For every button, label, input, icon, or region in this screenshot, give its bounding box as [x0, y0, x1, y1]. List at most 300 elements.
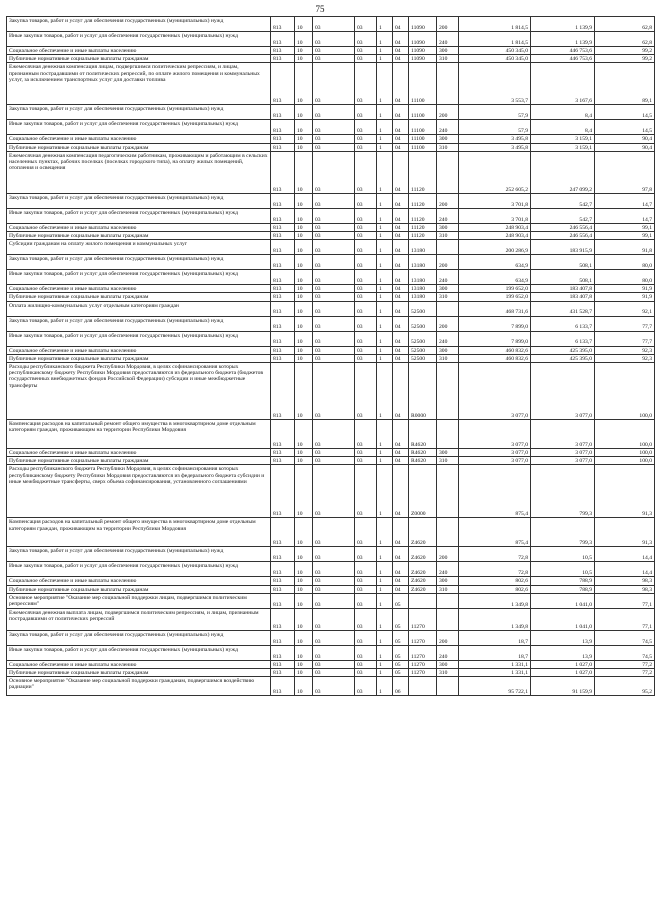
gr-code: 813: [271, 363, 295, 420]
table-row: [7, 223, 655, 231]
execution-percent: 89,1: [595, 63, 655, 105]
execution-percent: 80,0: [595, 255, 655, 270]
event-code: 04: [393, 135, 409, 143]
gr-code: 813: [271, 105, 295, 120]
table-row: [7, 577, 655, 585]
event-code: 04: [393, 151, 409, 193]
expense-type-code: 240: [437, 331, 459, 346]
planned-amount: 3 701,8: [459, 193, 531, 208]
subsection-code: 03: [313, 677, 355, 696]
subprogram-code: 1: [377, 608, 393, 630]
subsection-code: 03: [313, 630, 355, 645]
executed-amount: 13,9: [531, 645, 595, 660]
subprogram-code: 1: [377, 577, 393, 585]
execution-percent: 92,3: [595, 354, 655, 362]
direction-code: Z4620: [409, 562, 437, 577]
row-name: Иные закупки товаров, работ и услуг для обеспечения государственных (муниципальных) нужд: [7, 645, 271, 660]
execution-percent: 91,3: [595, 518, 655, 547]
subsection-code: 03: [313, 232, 355, 240]
table-row: [7, 547, 655, 562]
subprogram-code: 1: [377, 669, 393, 677]
table-row: [7, 301, 655, 316]
program-code: 03: [355, 669, 377, 677]
planned-amount: 1 331,1: [459, 660, 531, 668]
table-row: [7, 285, 655, 293]
direction-code: 52500: [409, 301, 437, 316]
executed-amount: 542,7: [531, 193, 595, 208]
executed-amount: 3 077,0: [531, 363, 595, 420]
planned-amount: 450 345,0: [459, 47, 531, 55]
executed-amount: 91 159,9: [531, 677, 595, 696]
executed-amount: 446 753,6: [531, 55, 595, 63]
table-row: [7, 151, 655, 193]
gr-code: 813: [271, 193, 295, 208]
subprogram-code: 1: [377, 363, 393, 420]
expense-type-code: 200: [437, 105, 459, 120]
subsection-code: 03: [313, 223, 355, 231]
section-code: 10: [295, 465, 313, 518]
event-code: 04: [393, 363, 409, 420]
execution-percent: 14,7: [595, 208, 655, 223]
event-code: 06: [393, 677, 409, 696]
subsection-code: 03: [313, 669, 355, 677]
execution-percent: 74,5: [595, 645, 655, 660]
table-row: [7, 346, 655, 354]
direction-code: 11270: [409, 660, 437, 668]
row-name: Социальное обеспечение и иные выплаты населению: [7, 47, 271, 55]
direction-code: 11270: [409, 608, 437, 630]
subsection-code: 03: [313, 645, 355, 660]
direction-code: 11090: [409, 55, 437, 63]
execution-percent: 90,4: [595, 143, 655, 151]
section-code: 10: [295, 660, 313, 668]
expense-type-code: 310: [437, 232, 459, 240]
subsection-code: 03: [313, 660, 355, 668]
row-name: Публичные нормативные социальные выплаты гражданам: [7, 232, 271, 240]
table-row: [7, 669, 655, 677]
row-name: Ежемесячная денежная компенсация педагогическим работникам, проживающим и работающим в сельских населенных пунктах, рабочих поселках (поселках городского типа), на оплату жилых помещений, отопления и освещения: [7, 151, 271, 193]
row-name: Закупка товаров, работ и услуг для обеспечения государственных (муниципальных) нужд: [7, 17, 271, 32]
expense-type-code: [437, 593, 459, 608]
expense-type-code: 300: [437, 47, 459, 55]
subprogram-code: 1: [377, 151, 393, 193]
event-code: 04: [393, 585, 409, 593]
program-code: 03: [355, 630, 377, 645]
direction-code: R4620: [409, 449, 437, 457]
event-code: 04: [393, 120, 409, 135]
direction-code: 11120: [409, 232, 437, 240]
executed-amount: 6 133,7: [531, 316, 595, 331]
program-code: 03: [355, 193, 377, 208]
row-name: Компенсация расходов на капитальный ремонт общего имущества в многоквартирном доме отдельным категориям граждан, проживающим на территории Республики Мордовия: [7, 420, 271, 449]
section-code: 10: [295, 293, 313, 301]
direction-code: 11100: [409, 63, 437, 105]
execution-percent: 100,0: [595, 449, 655, 457]
program-code: 03: [355, 363, 377, 420]
section-code: 10: [295, 669, 313, 677]
planned-amount: 95 722,1: [459, 677, 531, 696]
event-code: 04: [393, 17, 409, 32]
direction-code: 52500: [409, 316, 437, 331]
expense-type-code: 240: [437, 270, 459, 285]
direction-code: [409, 593, 437, 608]
planned-amount: 248 903,4: [459, 232, 531, 240]
subprogram-code: 1: [377, 518, 393, 547]
execution-percent: 77,2: [595, 669, 655, 677]
program-code: 03: [355, 449, 377, 457]
table-row: [7, 660, 655, 668]
subsection-code: 03: [313, 120, 355, 135]
row-name: Публичные нормативные социальные выплаты гражданам: [7, 293, 271, 301]
table-row: [7, 465, 655, 518]
table-row: [7, 420, 655, 449]
execution-percent: 62,8: [595, 32, 655, 47]
expense-type-code: 310: [437, 585, 459, 593]
direction-code: R4620: [409, 457, 437, 465]
gr-code: 813: [271, 120, 295, 135]
executed-amount: 1 041,0: [531, 593, 595, 608]
table-row: [7, 240, 655, 255]
executed-amount: 246 556,4: [531, 223, 595, 231]
subsection-code: 03: [313, 354, 355, 362]
executed-amount: 247 099,2: [531, 151, 595, 193]
row-name: Основное мероприятие "Оказание мер социальной поддержки лицам, подвергшимся политическим репрессиям": [7, 593, 271, 608]
planned-amount: 3 495,8: [459, 135, 531, 143]
section-code: 10: [295, 32, 313, 47]
section-code: 10: [295, 255, 313, 270]
row-name: Публичные нормативные социальные выплаты гражданам: [7, 143, 271, 151]
section-code: 10: [295, 677, 313, 696]
section-code: 10: [295, 585, 313, 593]
direction-code: 11100: [409, 105, 437, 120]
gr-code: 813: [271, 143, 295, 151]
subsection-code: 03: [313, 577, 355, 585]
section-code: 10: [295, 17, 313, 32]
execution-percent: 91,8: [595, 240, 655, 255]
row-name: Публичные нормативные социальные выплаты гражданам: [7, 585, 271, 593]
planned-amount: 72,8: [459, 547, 531, 562]
planned-amount: 634,9: [459, 270, 531, 285]
program-code: 03: [355, 232, 377, 240]
direction-code: 11090: [409, 17, 437, 32]
subprogram-code: 1: [377, 208, 393, 223]
table-row: [7, 193, 655, 208]
direction-code: 11120: [409, 193, 437, 208]
planned-amount: 3 077,0: [459, 363, 531, 420]
event-code: 04: [393, 316, 409, 331]
subprogram-code: 1: [377, 120, 393, 135]
planned-amount: 248 903,4: [459, 223, 531, 231]
direction-code: [409, 677, 437, 696]
executed-amount: 10,5: [531, 562, 595, 577]
execution-percent: 77,1: [595, 608, 655, 630]
direction-code: 52500: [409, 331, 437, 346]
executed-amount: 10,5: [531, 547, 595, 562]
executed-amount: 788,9: [531, 577, 595, 585]
execution-percent: 80,0: [595, 270, 655, 285]
expense-type-code: 300: [437, 660, 459, 668]
event-code: 04: [393, 465, 409, 518]
subprogram-code: 1: [377, 420, 393, 449]
planned-amount: 7 899,0: [459, 316, 531, 331]
expense-type-code: [437, 518, 459, 547]
row-name: Публичные нормативные социальные выплаты гражданам: [7, 354, 271, 362]
program-code: 03: [355, 270, 377, 285]
row-name: Закупка товаров, работ и услуг для обеспечения государственных (муниципальных) нужд: [7, 316, 271, 331]
event-code: 04: [393, 232, 409, 240]
expense-type-code: 300: [437, 135, 459, 143]
gr-code: 813: [271, 331, 295, 346]
section-code: 10: [295, 608, 313, 630]
direction-code: 11270: [409, 630, 437, 645]
execution-percent: 95,2: [595, 677, 655, 696]
expense-type-code: 200: [437, 255, 459, 270]
row-name: Закупка товаров, работ и услуг для обеспечения государственных (муниципальных) нужд: [7, 630, 271, 645]
gr-code: 813: [271, 593, 295, 608]
executed-amount: 3 077,0: [531, 420, 595, 449]
program-code: 03: [355, 151, 377, 193]
event-code: 04: [393, 193, 409, 208]
program-code: 03: [355, 577, 377, 585]
row-name: Расходы республиканского бюджета Республики Мордовия, в целях софинансирования которых республиканскому бюджету Республики Мордовия предоставляются из федерального бюджета субсидии и иные межбюджетные трансферты, сверх объема софинансирования, установленного соглашениями: [7, 465, 271, 518]
program-code: 03: [355, 331, 377, 346]
execution-percent: 98,3: [595, 577, 655, 585]
table-row: [7, 608, 655, 630]
executed-amount: 1 027,0: [531, 669, 595, 677]
execution-percent: 77,7: [595, 331, 655, 346]
gr-code: 813: [271, 208, 295, 223]
event-code: 04: [393, 420, 409, 449]
subprogram-code: 1: [377, 285, 393, 293]
section-code: 10: [295, 346, 313, 354]
event-code: 05: [393, 630, 409, 645]
page-number: 75: [315, 4, 325, 14]
execution-percent: 99,2: [595, 47, 655, 55]
execution-percent: 100,0: [595, 363, 655, 420]
gr-code: 813: [271, 449, 295, 457]
program-code: 03: [355, 677, 377, 696]
table-row: [7, 331, 655, 346]
subsection-code: 03: [313, 301, 355, 316]
direction-code: R0000: [409, 363, 437, 420]
executed-amount: 8,4: [531, 105, 595, 120]
subprogram-code: 1: [377, 32, 393, 47]
gr-code: 813: [271, 608, 295, 630]
gr-code: 813: [271, 645, 295, 660]
subsection-code: 03: [313, 32, 355, 47]
subprogram-code: 1: [377, 465, 393, 518]
direction-code: R4620: [409, 420, 437, 449]
event-code: 04: [393, 354, 409, 362]
execution-percent: 100,0: [595, 457, 655, 465]
expense-type-code: 240: [437, 120, 459, 135]
program-code: 03: [355, 354, 377, 362]
direction-code: 11120: [409, 208, 437, 223]
event-code: 04: [393, 63, 409, 105]
row-name: Иные закупки товаров, работ и услуг для обеспечения государственных (муниципальных) нужд: [7, 331, 271, 346]
gr-code: 813: [271, 301, 295, 316]
program-code: 03: [355, 120, 377, 135]
row-name: Социальное обеспечение и иные выплаты населению: [7, 135, 271, 143]
section-code: 10: [295, 223, 313, 231]
section-code: 10: [295, 449, 313, 457]
expense-type-code: 310: [437, 293, 459, 301]
row-name: Иные закупки товаров, работ и услуг для обеспечения государственных (муниципальных) нужд: [7, 208, 271, 223]
subprogram-code: 1: [377, 63, 393, 105]
executed-amount: 3 167,6: [531, 63, 595, 105]
direction-code: 52500: [409, 354, 437, 362]
section-code: 10: [295, 55, 313, 63]
section-code: 10: [295, 151, 313, 193]
planned-amount: 57,9: [459, 120, 531, 135]
executed-amount: 1 041,0: [531, 608, 595, 630]
event-code: 04: [393, 270, 409, 285]
expense-type-code: 310: [437, 669, 459, 677]
expense-type-code: 310: [437, 143, 459, 151]
subprogram-code: 1: [377, 346, 393, 354]
row-name: Публичные нормативные социальные выплаты гражданам: [7, 55, 271, 63]
program-code: 03: [355, 645, 377, 660]
execution-percent: 77,2: [595, 660, 655, 668]
expense-type-code: 300: [437, 285, 459, 293]
gr-code: 813: [271, 518, 295, 547]
executed-amount: 788,9: [531, 585, 595, 593]
planned-amount: 18,7: [459, 645, 531, 660]
executed-amount: 6 133,7: [531, 331, 595, 346]
planned-amount: 57,9: [459, 105, 531, 120]
subprogram-code: 1: [377, 593, 393, 608]
subsection-code: 03: [313, 293, 355, 301]
direction-code: 11120: [409, 151, 437, 193]
section-code: 10: [295, 120, 313, 135]
execution-percent: 14,5: [595, 120, 655, 135]
expense-type-code: 200: [437, 17, 459, 32]
subprogram-code: 1: [377, 354, 393, 362]
program-code: 03: [355, 301, 377, 316]
planned-amount: 3 553,7: [459, 63, 531, 105]
planned-amount: 460 832,6: [459, 354, 531, 362]
planned-amount: 3 077,0: [459, 420, 531, 449]
execution-percent: 91,3: [595, 465, 655, 518]
executed-amount: 3 077,0: [531, 457, 595, 465]
section-code: 10: [295, 47, 313, 55]
gr-code: 813: [271, 669, 295, 677]
direction-code: 13180: [409, 270, 437, 285]
planned-amount: 3 701,8: [459, 208, 531, 223]
subsection-code: 03: [313, 585, 355, 593]
subsection-code: 03: [313, 449, 355, 457]
event-code: 04: [393, 105, 409, 120]
program-code: 03: [355, 660, 377, 668]
subprogram-code: 1: [377, 135, 393, 143]
section-code: 10: [295, 645, 313, 660]
table-row: [7, 585, 655, 593]
row-name: Иные закупки товаров, работ и услуг для обеспечения государственных (муниципальных) нужд: [7, 562, 271, 577]
subsection-code: 03: [313, 270, 355, 285]
subsection-code: 03: [313, 331, 355, 346]
program-code: 03: [355, 285, 377, 293]
subsection-code: 03: [313, 193, 355, 208]
gr-code: 813: [271, 270, 295, 285]
subsection-code: 03: [313, 151, 355, 193]
executed-amount: 8,4: [531, 120, 595, 135]
program-code: 03: [355, 135, 377, 143]
section-code: 10: [295, 420, 313, 449]
execution-percent: 99,1: [595, 223, 655, 231]
row-name: Закупка товаров, работ и услуг для обеспечения государственных (муниципальных) нужд: [7, 193, 271, 208]
program-code: 03: [355, 420, 377, 449]
row-name: Компенсация расходов на капитальный ремонт общего имущества в многоквартирном доме отдельным категориям граждан, проживающим на территории Республики Мордовия: [7, 518, 271, 547]
row-name: Социальное обеспечение и иные выплаты населению: [7, 577, 271, 585]
expense-type-code: 300: [437, 346, 459, 354]
event-code: 04: [393, 577, 409, 585]
event-code: 05: [393, 645, 409, 660]
direction-code: 11090: [409, 32, 437, 47]
section-code: 10: [295, 208, 313, 223]
event-code: 05: [393, 608, 409, 630]
planned-amount: 200 286,9: [459, 240, 531, 255]
program-code: 03: [355, 593, 377, 608]
direction-code: Z0000: [409, 465, 437, 518]
expense-type-code: 240: [437, 645, 459, 660]
section-code: 10: [295, 232, 313, 240]
execution-percent: 14,4: [595, 562, 655, 577]
table-row: [7, 677, 655, 696]
planned-amount: 252 605,2: [459, 151, 531, 193]
subprogram-code: 1: [377, 677, 393, 696]
table-row: [7, 63, 655, 105]
expense-type-code: 200: [437, 547, 459, 562]
event-code: 04: [393, 449, 409, 457]
event-code: 04: [393, 562, 409, 577]
expense-type-code: 310: [437, 354, 459, 362]
execution-percent: 91,9: [595, 293, 655, 301]
gr-code: 813: [271, 32, 295, 47]
program-code: 03: [355, 17, 377, 32]
executed-amount: 1 027,0: [531, 660, 595, 668]
direction-code: Z4620: [409, 577, 437, 585]
gr-code: 813: [271, 420, 295, 449]
direction-code: 13180: [409, 285, 437, 293]
gr-code: 813: [271, 547, 295, 562]
gr-code: 813: [271, 135, 295, 143]
gr-code: 813: [271, 465, 295, 518]
direction-code: 52500: [409, 346, 437, 354]
planned-amount: 1 814,5: [459, 17, 531, 32]
event-code: 05: [393, 660, 409, 668]
executed-amount: 1 139,9: [531, 17, 595, 32]
subprogram-code: 1: [377, 331, 393, 346]
subsection-code: 03: [313, 240, 355, 255]
executed-amount: 542,7: [531, 208, 595, 223]
event-code: 05: [393, 593, 409, 608]
subsection-code: 03: [313, 346, 355, 354]
gr-code: 813: [271, 17, 295, 32]
section-code: 10: [295, 285, 313, 293]
expense-type-code: 310: [437, 55, 459, 63]
subprogram-code: 1: [377, 585, 393, 593]
executed-amount: 246 556,4: [531, 232, 595, 240]
section-code: 10: [295, 354, 313, 362]
executed-amount: 425 395,0: [531, 354, 595, 362]
event-code: 04: [393, 285, 409, 293]
table-row: [7, 255, 655, 270]
gr-code: 813: [271, 316, 295, 331]
subprogram-code: 1: [377, 547, 393, 562]
expense-type-code: 200: [437, 316, 459, 331]
row-name: Публичные нормативные социальные выплаты гражданам: [7, 669, 271, 677]
executed-amount: 446 753,6: [531, 47, 595, 55]
